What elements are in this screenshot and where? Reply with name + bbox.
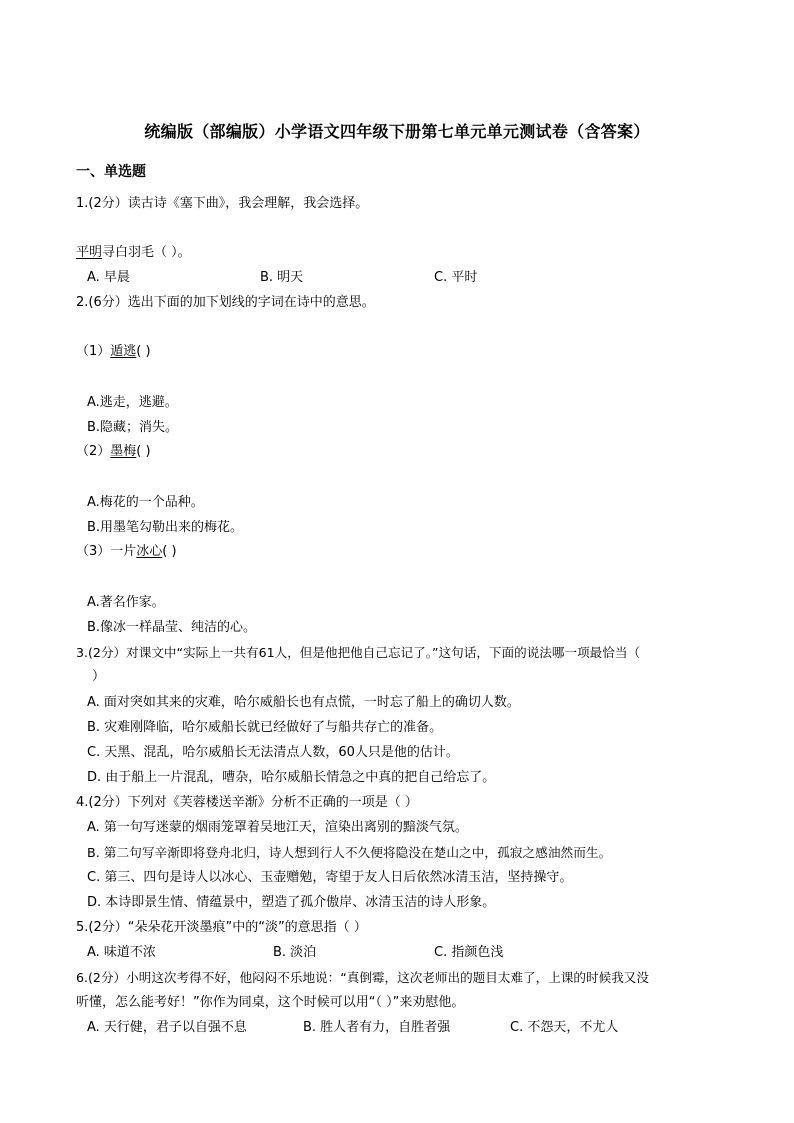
sub-number: （1） — [76, 344, 111, 359]
blank: ( ) — [136, 444, 151, 459]
question-6-option-c: C. 不怨天，不尤人 — [510, 1020, 619, 1035]
question-6-stem: 6.(2分）小明这次考得不好，他闷闷不乐地说：“真倒霉，这次老师出的题目太难了，上课的时候我又没 — [76, 970, 649, 985]
question-6-option-a: A. 天行健，君子以自强不息 — [87, 1020, 247, 1035]
question-5-option-b: B. 淡泊 — [273, 945, 317, 960]
question-1-stem: 1.(2分）读古诗《塞下曲》，我会理解，我会选择。 — [76, 196, 369, 211]
underlined-word: 遁逃 — [110, 344, 137, 359]
question-2-sub-1 — [76, 343, 151, 361]
page-title: 统编版（部编版）小学语文四年级下册第七单元单元测试卷（含答案） — [144, 122, 650, 141]
question-1-option-b: B. 明天 — [260, 270, 304, 285]
underlined-word: 平明 — [76, 245, 103, 260]
blank: ( ) — [162, 544, 177, 559]
question-3-option-a: A. 面对突如其来的灾难，哈尔威船长也有点慌，一时忘了船上的确切人数。 — [87, 695, 520, 710]
question-6-stem-continued: 听懂，怎么能考好！”你作为同桌，这个时候可以用“（ ）”来劝慰他。 — [76, 995, 465, 1010]
question-2-sub-2-option-b: B.用墨笔勾勒出来的梅花。 — [87, 520, 244, 535]
question-5-option-c: C. 指颜色浅 — [434, 945, 504, 960]
question-2-sub-1-option-a: A.逃走，逃避。 — [87, 395, 178, 410]
sub-number: （2） — [76, 444, 111, 459]
question-2-sub-3-option-b: B.像冰一样晶莹、纯洁的心。 — [87, 620, 257, 635]
question-2-sub-2-option-a: A.梅花的一个品种。 — [87, 495, 204, 510]
question-4-option-b: B. 第二句写辛渐即将登舟北归，诗人想到行人不久便将隐没在楚山之中，孤寂之感油然而生。 — [87, 845, 612, 860]
question-2-sub-2 — [76, 443, 151, 461]
underlined-word: 冰心 — [136, 544, 163, 559]
question-5-stem: 5.(2分）“朵朵花开淡墨痕”中的“淡”的意思指（ ） — [76, 920, 367, 935]
question-2-stem: 2.(6分）选出下面的加下划线的字词在诗中的意思。 — [76, 295, 375, 310]
question-4-option-d: D. 本诗即景生情、情蕴景中，塑造了孤介傲岸、冰清玉洁的诗人形象。 — [87, 895, 496, 910]
question-2-sub-3 — [76, 543, 177, 561]
sub-number: （3）一片 — [76, 544, 137, 559]
question-2-sub-3-option-a: A.著名作家。 — [87, 595, 165, 610]
question-4-option-c: C. 第三、四句是诗人以冰心、玉壶赠勉，寄望于友人日后依然冰清玉洁，坚持操守。 — [87, 870, 573, 885]
question-3-stem: 3.(2分）对课文中“实际上一共有61人，但是他把他自己忘记了。”这句话，下面的说法哪一项最恰当（ — [76, 645, 641, 660]
blank: ( ) — [136, 344, 151, 359]
question-6-option-b: B. 胜人者有力，自胜者强 — [303, 1020, 451, 1035]
question-3-stem-continued: ） — [92, 669, 106, 684]
question-3-option-b: B. 灾难刚降临，哈尔威船长就已经做好了与船共存亡的准备。 — [87, 720, 443, 735]
question-2-sub-1-option-b: B.隐藏；消失。 — [87, 420, 179, 435]
section-heading: 一、单选题 — [76, 164, 146, 180]
question-1-line-rest: 寻白羽毛（ ）。 — [102, 245, 191, 260]
question-3-option-d: D. 由于船上一片混乱，嘈杂，哈尔威船长情急之中真的把自己给忘了。 — [87, 770, 496, 785]
question-4-option-a: A. 第一句写迷蒙的烟雨笼罩着吴地江天，渲染出离别的黯淡气氛。 — [87, 820, 468, 835]
underlined-word: 墨梅 — [110, 444, 137, 459]
question-3-option-c: C. 天黑、混乱，哈尔威船长无法清点人数，60人只是他的估计。 — [87, 745, 459, 760]
question-1-line — [76, 244, 191, 262]
question-1-option-c: C. 平时 — [434, 270, 478, 285]
question-1-option-a: A. 早晨 — [87, 270, 130, 285]
question-4-stem: 4.(2分）下列对《芙蓉楼送辛渐》分析不正确的一项是（ ） — [76, 795, 418, 810]
question-5-option-a: A. 味道不浓 — [87, 945, 156, 960]
